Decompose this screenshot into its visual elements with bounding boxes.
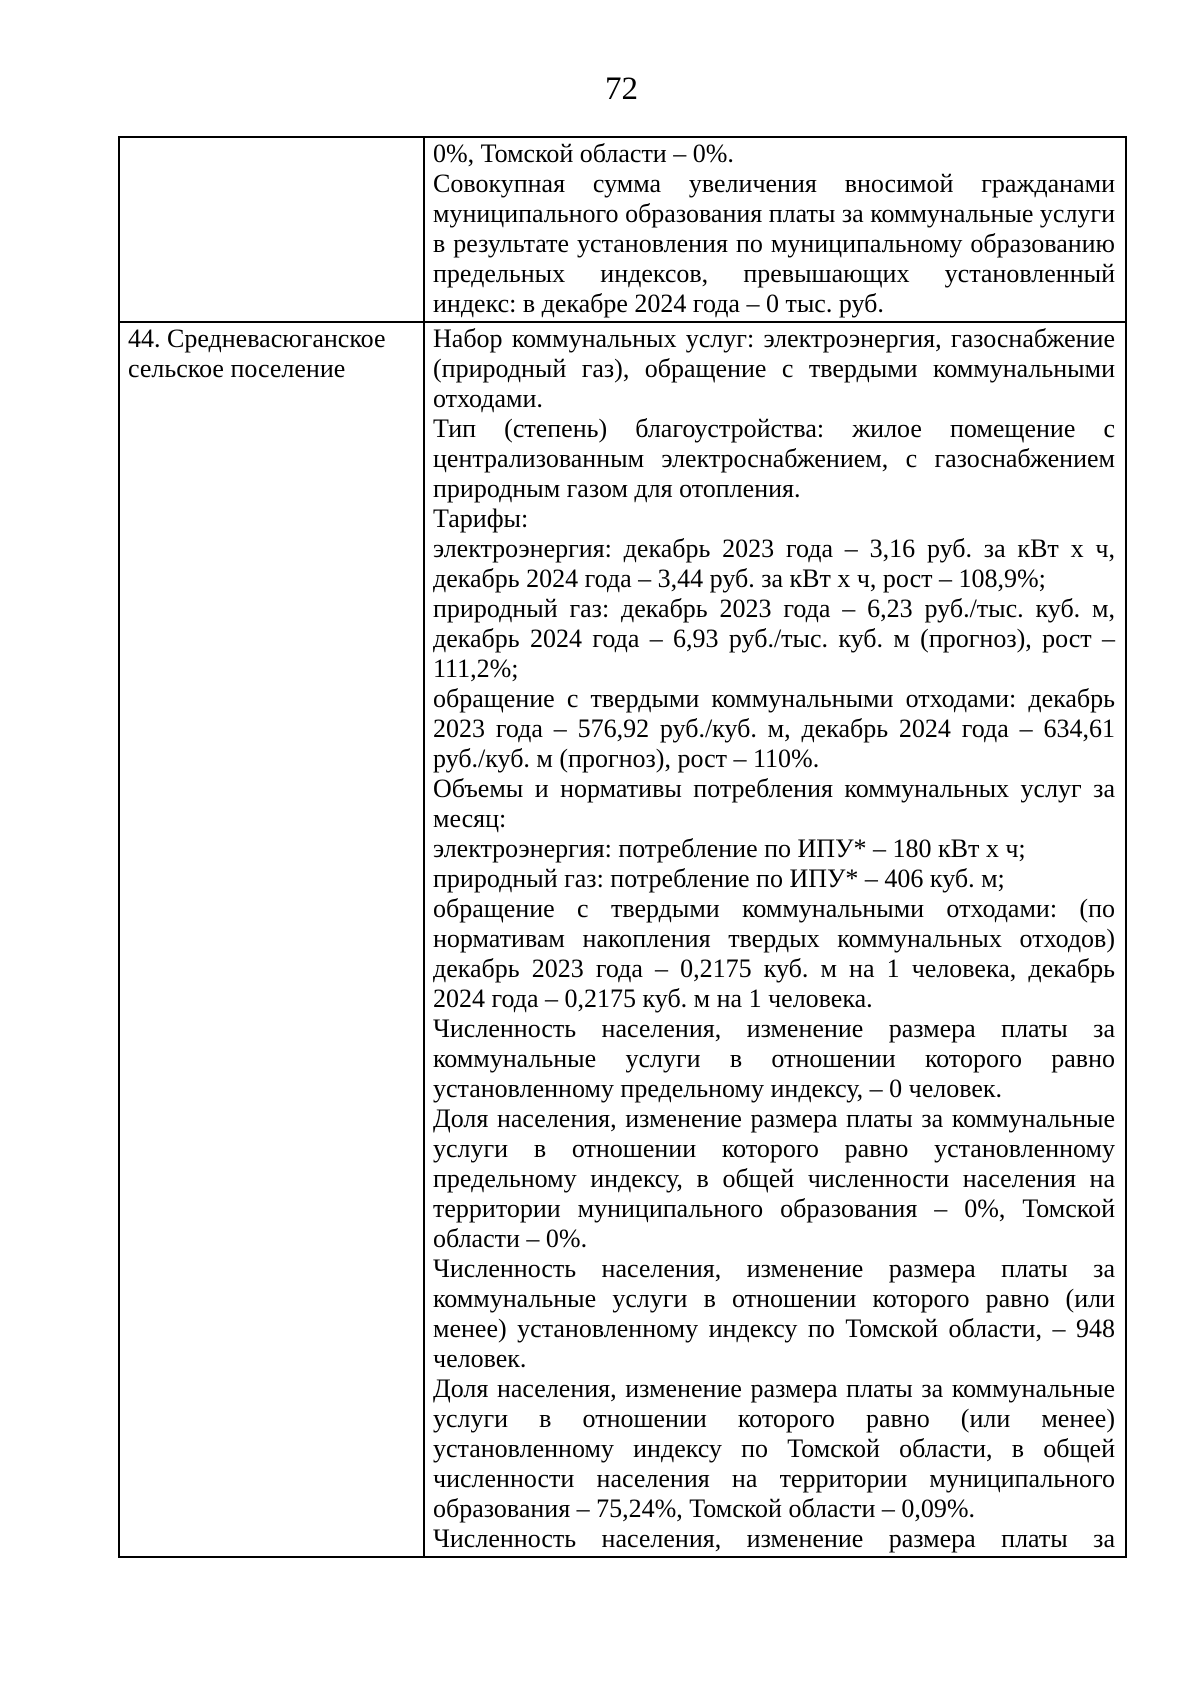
details-cell-continuation [424,137,1126,322]
para-population-equal-index: Численность населения, изменение размера платы за коммунальные услуги в отношении которого равно установленному предельному индексу, – 0 человек. [433,1014,1115,1103]
details-cell [424,322,1126,1557]
para-consumption-gas: природный газ: потребление по ИПУ* – 406 куб. м; [433,864,1005,893]
municipality-name: 44. Средневасюганское сельское поселение [128,324,386,383]
para-improvement-type: Тип (степень) благоустройства: жилое помещение с централизованным электроснабжением, с газоснабжением природным газом для отопления. [433,414,1115,503]
table-row-continuation [119,137,1126,322]
para-population-cutoff: Численность населения, изменение размера платы за [433,1524,1115,1553]
para-tariff-electricity: электроэнергия: декабрь 2023 года – 3,16 руб. за кВт х ч, декабрь 2024 года – 3,44 руб. за кВт х ч, рост – 108,9%; [433,534,1115,593]
page-number: 72 [605,71,638,107]
municipality-name-cell-empty [119,137,424,322]
para-tariffs-heading: Тарифы: [433,504,529,533]
para-consumption-waste: обращение с твердыми коммунальными отходами: (по нормативам накопления твердых коммунальных отходов) декабрь 2023 года – 0,2175 куб. м на 1 человека, декабрь 2024 года – 0,2175 куб. м на 1 человека. [433,894,1115,1013]
para-consumption-electricity: электроэнергия: потребление по ИПУ* – 180 кВт х ч; [433,834,1026,863]
para-population-equal-or-less: Численность населения, изменение размера платы за коммунальные услуги в отношении которого равно (или менее) установленному индексу по Томской области, – 948 человек. [433,1254,1115,1373]
table-row-44 [119,322,1126,1557]
para-volumes-heading: Объемы и нормативы потребления коммунальных услуг за месяц: [433,774,1115,833]
para-services-set: Набор коммунальных услуг: электроэнергия, газоснабжение (природный газ), обращение с твердыми коммунальными отходами. [433,324,1115,413]
para-share-equal-index: Доля населения, изменение размера платы за коммунальные услуги в отношении которого равно установленному предельному индексу, в общей численности населения на территории муниципального образования – 0%, Томской области – 0%. [433,1104,1115,1253]
para-cumulative-increase: Совокупная сумма увеличения вносимой гражданами муниципального образования платы за коммунальные услуги в результате установления по муниципальному образованию предельных индексов, превышающих установленный индекс: в декабре 2024 года – 0 тыс. руб. [433,169,1115,318]
para-share-equal-or-less: Доля населения, изменение размера платы за коммунальные услуги в отношении которого равно (или менее) установленному индексу по Томской области, в общей численности населения на территории муниципального образования – 75,24%, Томской области – 0,09%. [433,1374,1115,1523]
document-page [118,0,1125,1558]
municipal-services-table [118,136,1127,1558]
para-share-tomsk-continuation: 0%, Томской области – 0%. [433,139,734,168]
municipality-name-cell [119,322,424,1557]
para-tariff-waste: обращение с твердыми коммунальными отходами: декабрь 2023 года – 576,92 руб./куб. м, декабрь 2024 года – 634,61 руб./куб. м (прогноз), рост – 110%. [433,684,1115,773]
para-tariff-gas: природный газ: декабрь 2023 года – 6,23 руб./тыс. куб. м, декабрь 2024 года – 6,93 руб./тыс. куб. м (прогноз), рост – 111,2%; [433,594,1115,683]
